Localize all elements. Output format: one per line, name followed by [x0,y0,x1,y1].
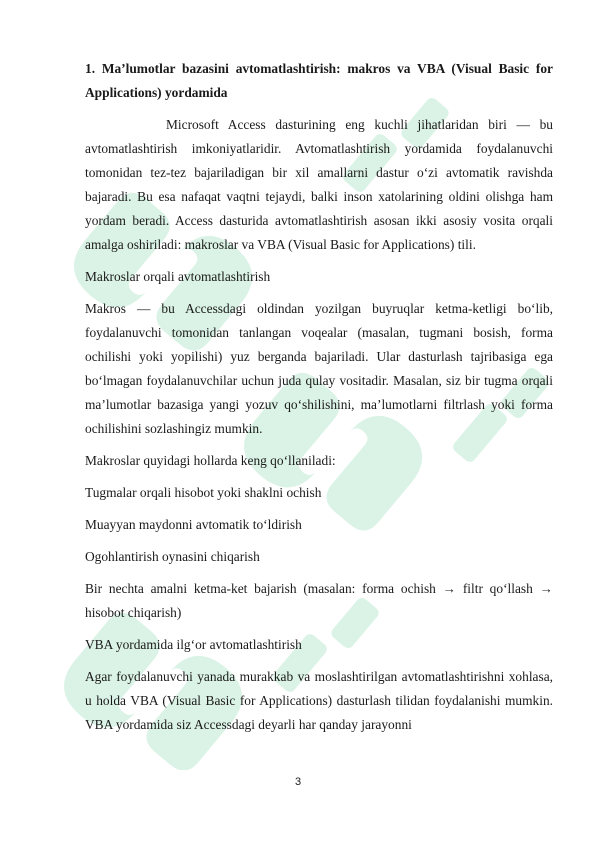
list-item: Bir nechta amalni ketma-ket bajarish (masalan: forma ochish → filtr qo‘llash → hisobot chiqarish) [85,581,553,620]
list-item: Tugmalar orqali hisobot yoki shaklni ochish [85,485,322,500]
section-heading: 1. Ma’lumotlar bazasini avtomatlashtirish: makros va VBA (Visual Basic for Applications) yordamida [85,61,553,100]
subheading-macros: Makroslar orqali avtomatlashtirish [85,269,271,284]
document-body [85,57,553,737]
vba-paragraph: Agar foydalanuvchi yanada murakkab va moslashtirilgan avtomatlashtirishni xohlasa, u holda VBA (Visual Basic for Applications) dasturlash tilidan foydalanishi mumkin. VBA yordamida siz Accessdagi deyarli har qanday jarayonni [85,669,553,732]
intro-paragraph: Microsoft Access dasturining eng kuchli jihatlaridan biri — bu avtomatlashtirish imkoniyatlaridir. Avtomatlashtirish yordamida foydalanuvchi tomonidan tez-tez bajariladigan bir xil amallarni dastur o‘zi avtomatik ravishda bajaradi. Bu esa nafaqat vaqtni tejaydi, balki inson xatolarining oldini olishga ham yordam beradi. Access dasturida avtomatlashtirish asosan ikki asosiy vosita orqali amalga oshiriladi: makroslar va VBA (Visual Basic for Applications) tili. [85,117,553,252]
list-item: Ogohlantirish oynasini chiqarish [85,549,260,564]
page-number: 3 [294,776,302,788]
list-item: Muayyan maydonni avtomatik to‘ldirish [85,517,302,532]
macros-paragraph: Makros — bu Accessdagi oldindan yozilgan buyruqlar ketma-ketligi bo‘lib, foydalanuvchi tomonidan tanlangan voqealar (masalan, tugmani bosish, forma ochilishi yoki yopilishi) yuz berganda bajariladi. Ular dasturlash tajribasiga ega bo‘lmagan foydalanuvchilar uchun juda qulay vositadir. Masalan, siz bir tugma orqali ma’lumotlar bazasiga yangi yozuv qo‘shilishini, ma’lumotlarni filtrlash yoki forma ochilishini sozlashingiz mumkin. [85,301,553,436]
subheading-vba: VBA yordamida ilg‘or avtomatlashtirish [85,637,302,652]
macros-usage-intro: Makroslar quyidagi hollarda keng qo‘llaniladi: [85,453,336,468]
